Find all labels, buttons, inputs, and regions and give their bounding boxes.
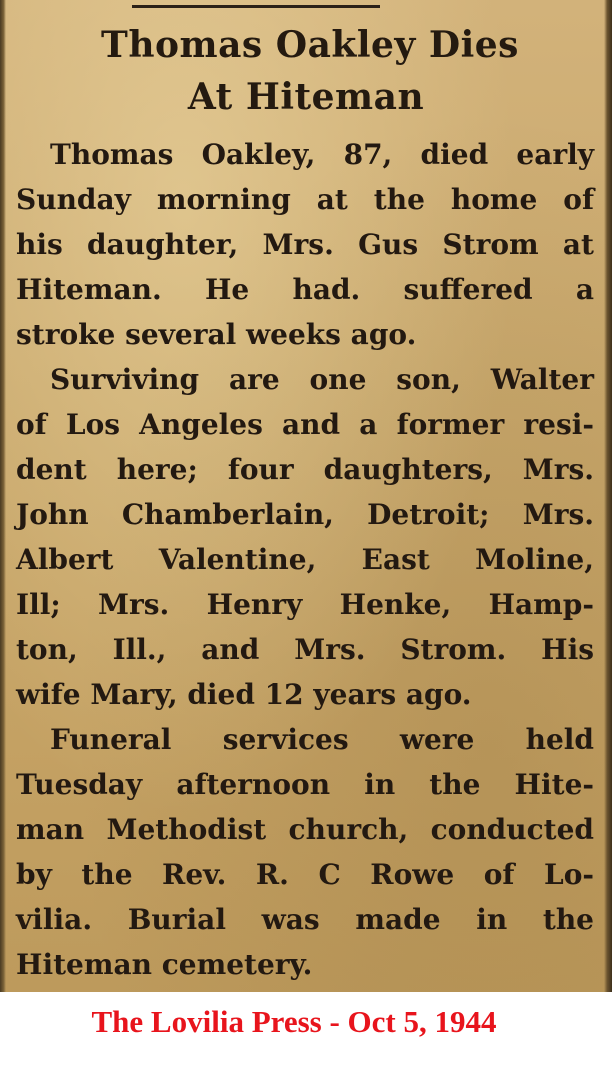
paragraph-3-line: Hiteman cemetery. bbox=[16, 948, 313, 981]
paragraph-2-line: Albert Valentine, East Moline, bbox=[16, 543, 594, 576]
clipping-right-edge bbox=[604, 0, 612, 992]
paragraph-1-line: Hiteman. He had. suffered a bbox=[16, 273, 594, 306]
headline-line-2: At Hiteman bbox=[187, 76, 425, 118]
paragraph-1-line: stroke several weeks ago. bbox=[16, 318, 417, 351]
paragraph-1-line: Sunday morning at the home of bbox=[16, 183, 594, 216]
paragraph-3-line: man Methodist church, conducted bbox=[16, 813, 594, 846]
headline-line-1: Thomas Oakley Dies bbox=[101, 24, 519, 66]
paragraph-2-line: John Chamberlain, Detroit; Mrs. bbox=[16, 498, 594, 531]
paragraph-3-line: Tuesday afternoon in the Hite- bbox=[16, 768, 594, 801]
paragraph-2-line: Ill; Mrs. Henry Henke, Hamp- bbox=[16, 588, 594, 621]
paragraph-1-line: his daughter, Mrs. Gus Strom at bbox=[16, 228, 594, 261]
paragraph-1-line: Thomas Oakley, 87, died early bbox=[50, 138, 594, 171]
source-caption: The Lovilia Press - Oct 5, 1944 bbox=[91, 1004, 497, 1039]
paragraph-2-line: ton, Ill., and Mrs. Strom. His bbox=[16, 633, 594, 666]
clipping-left-edge bbox=[0, 0, 6, 992]
paragraph-2-line: dent here; four daughters, Mrs. bbox=[16, 453, 594, 486]
paragraph-3-line: vilia. Burial was made in the bbox=[16, 903, 594, 936]
paragraph-3-line: Funeral services were held bbox=[50, 723, 594, 756]
paragraph-2-line: wife Mary, died 12 years ago. bbox=[16, 678, 472, 711]
paragraph-2-line: Surviving are one son, Walter bbox=[50, 363, 594, 396]
paragraph-3-line: by the Rev. R. C Rowe of Lo- bbox=[16, 858, 594, 891]
paragraph-2-line: of Los Angeles and a former resi- bbox=[16, 408, 594, 441]
column-top-rule bbox=[132, 5, 380, 8]
